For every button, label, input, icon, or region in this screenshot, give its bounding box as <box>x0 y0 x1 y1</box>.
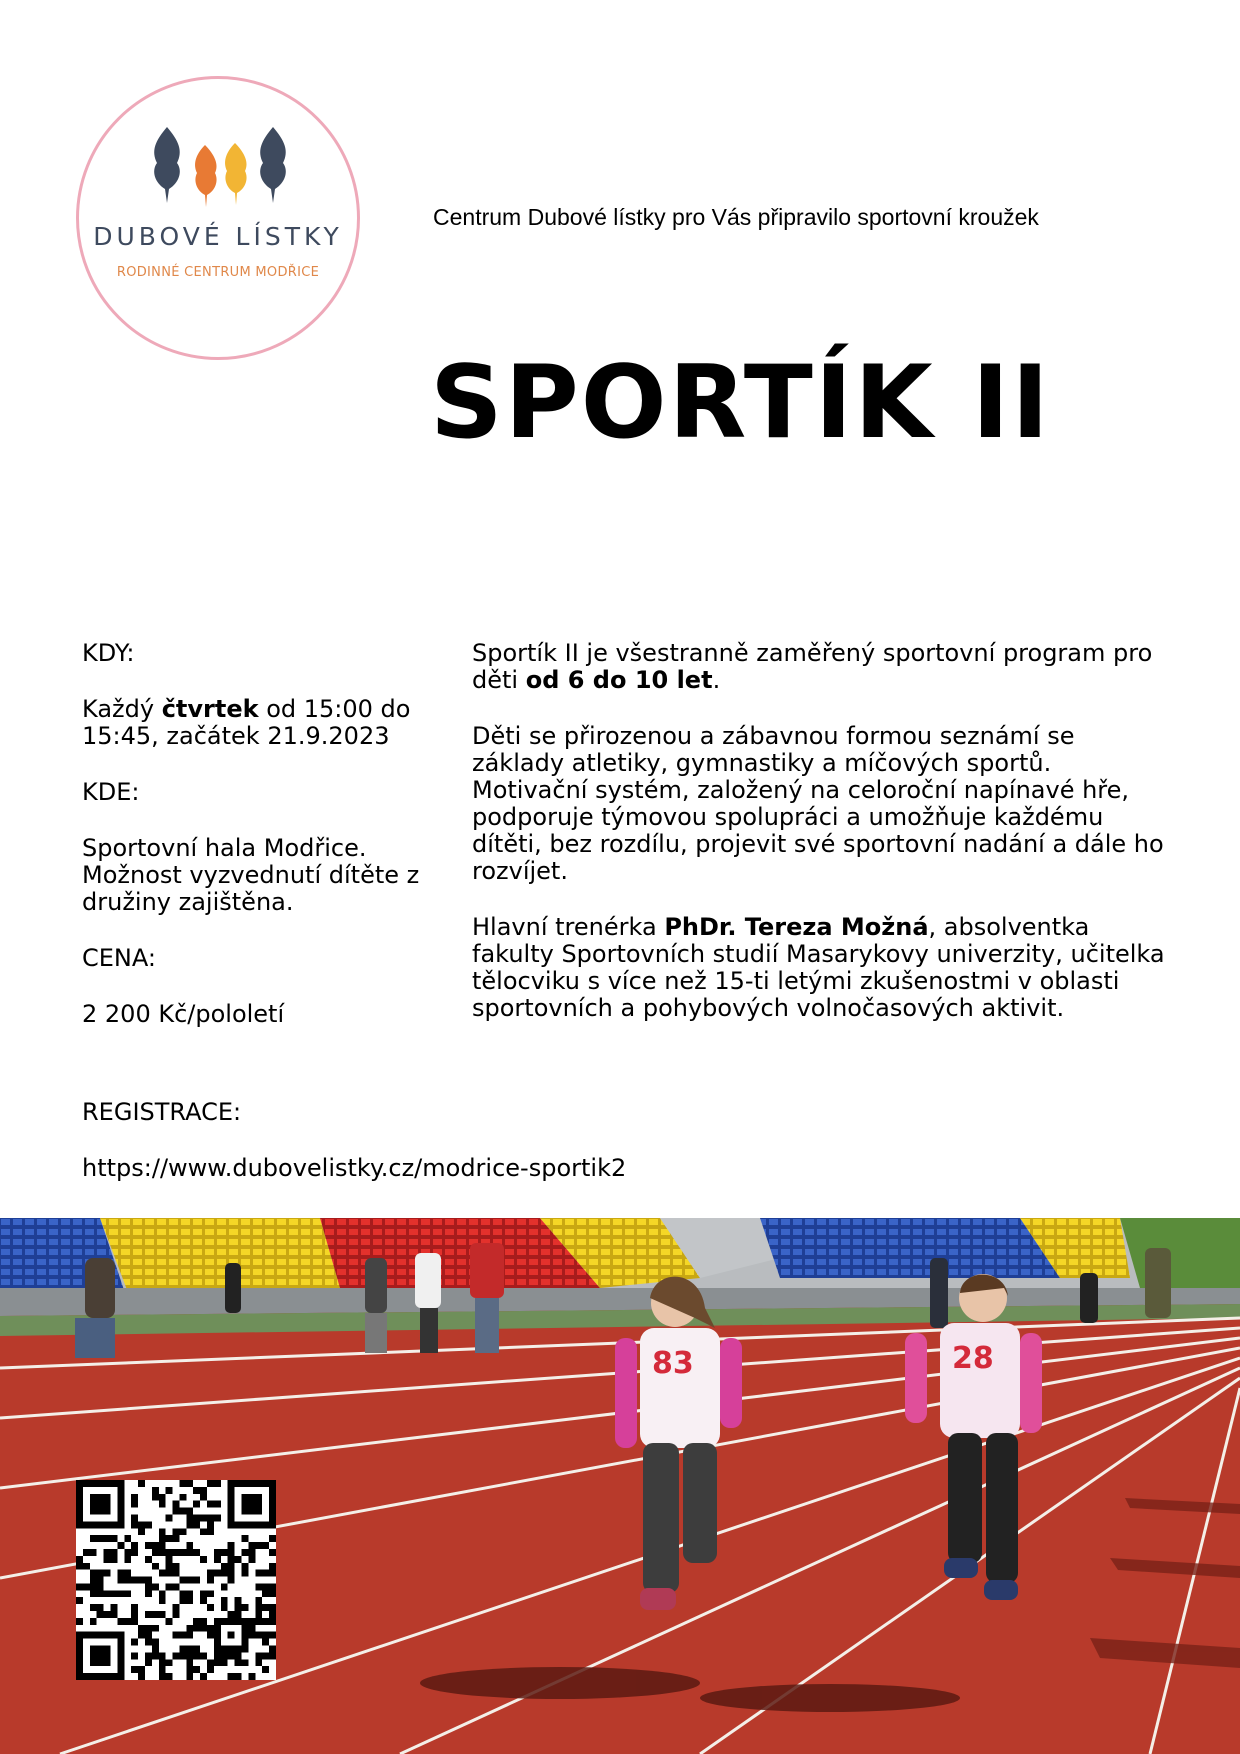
where-text: Sportovní hala Modřice. Možnost vyzvednutí dítěte z družiny zajištěna. <box>82 834 420 916</box>
qr-code-graphic <box>76 1480 276 1680</box>
when-text <box>82 696 442 750</box>
description-column <box>472 640 1172 1051</box>
logo-subtitle: RODINNÉ CENTRUM MODŘICE <box>116 265 320 280</box>
info-column <box>82 640 442 1057</box>
registration-link[interactable]: https://www.dubovelistky.cz/modrice-sportik2 <box>82 1154 627 1182</box>
logo <box>76 76 360 360</box>
when-pre: Každý <box>82 695 162 723</box>
p1-pre: Sportík II je všestranně zaměřený sportovní program pro děti <box>472 639 1153 694</box>
price-text: 2 200 Kč/pololetí <box>82 1000 285 1028</box>
logo-brand: DUBOVÉ LÍSTKY <box>93 222 343 251</box>
bib-right: 28 <box>952 1341 994 1376</box>
where-label: KDE: <box>82 778 140 806</box>
description-p2: Děti se přirozenou a zábavnou formou seznámí se základy atletiky, gymnastiky a míčových sportů. Motivační systém, založený na celoroční napínavé hře, podporuje týmovou spolupráci a umožňuje každému dítěti, bez rozdílu, projevit své sportovní nadání a dále ho rozvíjet. <box>472 722 1164 885</box>
price-label: CENA: <box>82 944 156 972</box>
p1-age: od 6 do 10 let <box>525 666 713 694</box>
description-p1 <box>472 640 1172 694</box>
registration <box>82 1099 626 1211</box>
p3-pre: Hlavní trenérka <box>472 913 665 941</box>
oak-leaves-icon <box>145 121 295 211</box>
when-label: KDY: <box>82 639 135 667</box>
bib-left: 83 <box>652 1346 694 1381</box>
registration-label: REGISTRACE: <box>82 1098 242 1126</box>
intro-text: Centrum Dubové lístky pro Vás připravilo sportovní kroužek <box>433 204 1039 230</box>
when-post: od 15:00 do 15:45, začátek 21.9.2023 <box>82 695 411 750</box>
p3-post: , absolventka fakulty Sportovních studií Masarykovy univerzity, učitelka tělocviku s více než 15-ti letými zkušenostmi v oblasti sportovních a pohybových volnočasových aktivit. <box>472 913 1165 1022</box>
page-title: SPORTÍK II <box>430 343 1051 461</box>
when-day: čtvrtek <box>161 695 259 723</box>
description-p3 <box>472 914 1172 1022</box>
p1-post: . <box>712 666 721 694</box>
qr-code-icon <box>76 1480 276 1680</box>
coach-name: PhDr. Tereza Možná <box>664 913 929 941</box>
